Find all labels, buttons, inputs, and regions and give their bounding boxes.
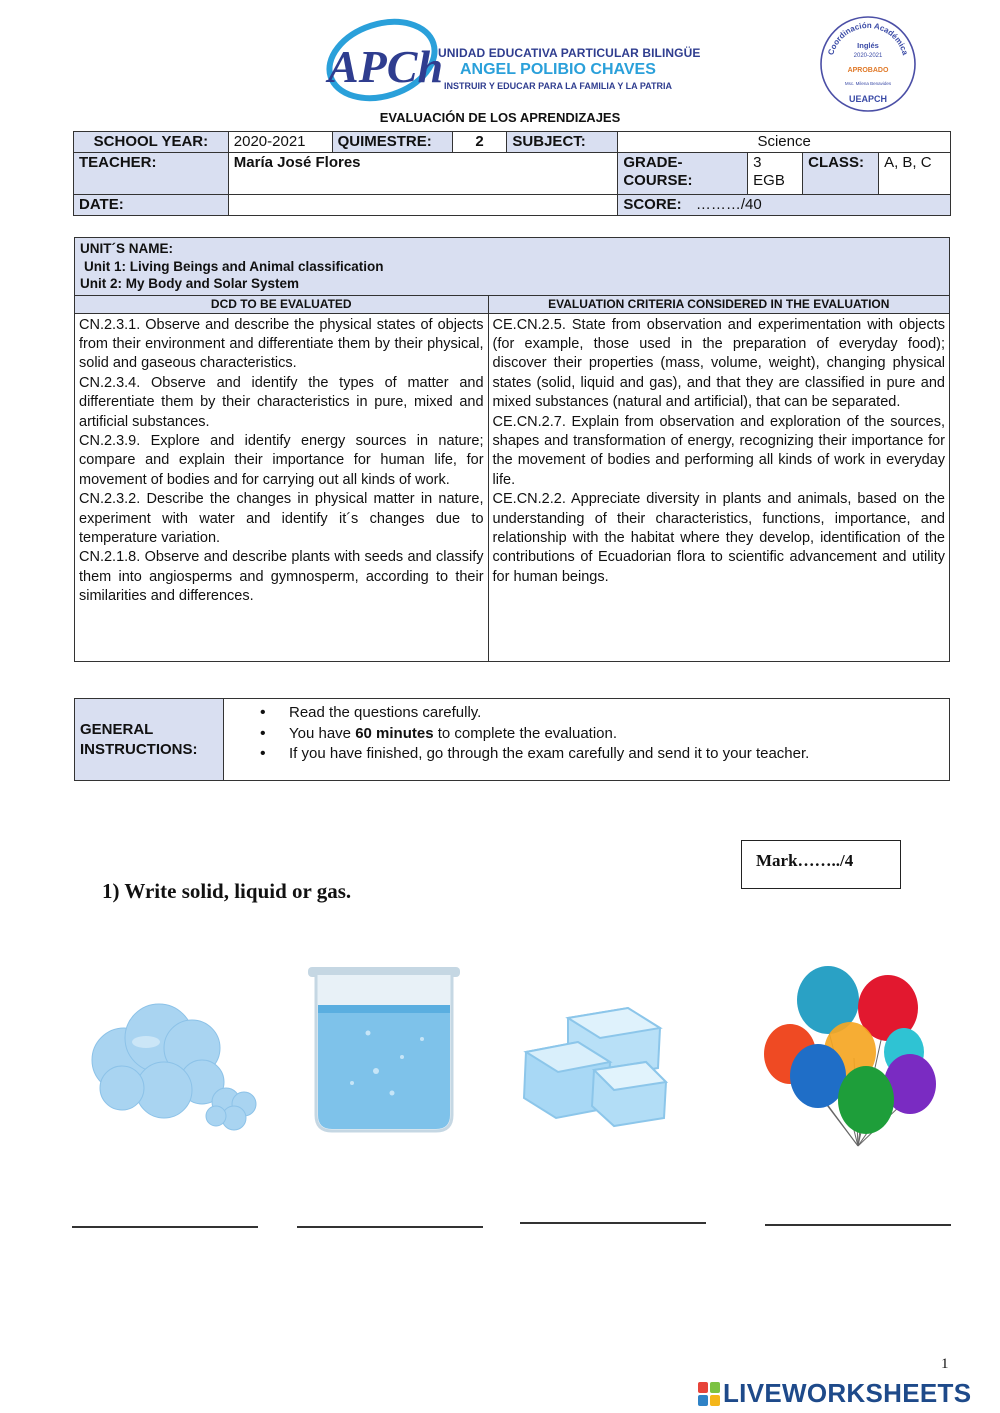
stamp-year: 2020-2021 [853, 53, 883, 59]
subject-value: Science [618, 132, 951, 153]
liveworksheets-logo [698, 1378, 971, 1409]
stamp-top: Coordinación Académica [826, 20, 910, 57]
icon-square [710, 1395, 720, 1406]
grade-label: GRADE-COURSE: [618, 153, 748, 195]
instructions-label-line1: GENERAL [80, 721, 154, 738]
unit-names [75, 238, 950, 296]
school-name-line2: ANGEL POLIBIO CHAVES [460, 61, 656, 78]
dcd-item: CN.2.3.1. Observe and describe the physical states of objects from their environment and differentiate them by their physical, solid and gaseous characteristics. [79, 316, 484, 372]
liveworksheets-icon [698, 1382, 720, 1406]
icon-square [710, 1382, 720, 1393]
class-label: CLASS: [803, 153, 879, 195]
stamp-subject: Inglés [857, 41, 879, 50]
teacher-label: TEACHER: [74, 153, 229, 195]
icon-square [698, 1395, 708, 1406]
dcd-list [75, 313, 489, 661]
unit-label: UNIT´S NAME: [80, 241, 173, 256]
class-value: A, B, C [879, 153, 951, 195]
dcd-item: CN.2.1.8. Observe and describe plants with seeds and classify them into angiosperms and gymnosperm, according to their similarities and differences. [79, 549, 484, 605]
balloons-icon [762, 964, 942, 1156]
teacher-value: María José Flores [228, 153, 618, 195]
score-cell [618, 195, 951, 216]
grade-value: 3 EGB [748, 153, 803, 195]
dcd-item: CN.2.3.4. Observe and identify the types of matter and differentiate them by their characteristics in pure, mixed and artificial substances. [79, 374, 484, 430]
instruction-time: 60 minutes [355, 724, 434, 742]
quimestre-value: 2 [452, 132, 507, 153]
school-logo [322, 10, 702, 108]
answer-line-3[interactable] [520, 1222, 706, 1224]
criteria-list [488, 313, 949, 661]
date-field[interactable] [228, 195, 618, 216]
general-instructions [74, 698, 950, 781]
unit-2: Unit 2: My Body and Solar System [80, 276, 300, 291]
page-number: 1 [941, 1356, 949, 1372]
units-table [74, 237, 950, 662]
apch-logo-icon [322, 10, 442, 108]
criteria-item: CE.CN.2.5. State from observation and experimentation with objects (for example, those used in the preparation of everyday food); discover their properties (mass, volume, weight), changing physical states (solid, liquid and gas), and that they are classified in pure and mixed substances (natural and artificial), that can be separated. [492, 316, 945, 411]
evaluation-title: EVALUACIÓN DE LOS APRENDIZAJES [379, 110, 621, 125]
stamp-status: APROBADO [847, 67, 889, 74]
unit-1: Unit 1: Living Beings and Animal classification [84, 258, 384, 274]
criteria-item: CE.CN.2.7. Explain from observation and exploration of the sources, shapes and transformation of energy, recognizing their importance for the movement of bodies and performing all kinds of work in everyday life. [492, 413, 945, 488]
quimestre-label: QUIMESTRE: [332, 132, 452, 153]
instruction-text: You have [289, 724, 356, 742]
instruction-item: • Read the questions carefully. [260, 703, 809, 724]
liveworksheets-brand: LIVEWORKSHEETS [723, 1378, 972, 1408]
answer-line-2[interactable] [297, 1226, 483, 1228]
school-motto: INSTRUIR Y EDUCAR PARA LA FAMILIA Y LA PATRIA [444, 81, 673, 91]
icon-square [698, 1382, 708, 1393]
answer-line-4[interactable] [765, 1224, 951, 1226]
school-name-line1: UNIDAD EDUCATIVA PARTICULAR BILINGÜE [438, 46, 701, 60]
answer-line-1[interactable] [72, 1226, 258, 1228]
info-table [73, 131, 951, 216]
question-1-title: 1) Write solid, liquid or gas. [102, 879, 352, 903]
instructions-list [224, 699, 809, 780]
school-year-label: SCHOOL YEAR: [74, 132, 229, 153]
steam-cloud-icon [84, 990, 264, 1140]
instruction-text: to complete the evaluation. [433, 724, 618, 742]
dcd-item: CN.2.3.9. Explore and identify energy sources in nature; compare and explain their importance for human life, for movement of bodies and for carrying out all kinds of work. [79, 432, 484, 488]
criteria-header: EVALUATION CRITERIA CONSIDERED IN THE EVALUATION [488, 295, 949, 313]
instructions-label [75, 699, 224, 780]
dcd-header: DCD TO BE EVALUATED [75, 295, 489, 313]
instruction-item: • If you have finished, go through the exam carefully and send it to your teacher. [260, 744, 809, 765]
score-value: ………/40 [695, 196, 762, 213]
school-year-value: 2020-2021 [228, 132, 332, 153]
dcd-item: CN.2.3.2. Describe the changes in physical matter in nature, experiment with water and identify it´s changes due to temperature variation. [79, 491, 484, 546]
subject-label: SUBJECT: [507, 132, 618, 153]
stamp-bottom: UEAPCH [848, 94, 888, 104]
water-beaker-icon [304, 965, 464, 1137]
instructions-label-line2: INSTRUCTIONS: [80, 741, 198, 758]
date-label: DATE: [74, 195, 229, 216]
criteria-item: CE.CN.2.2. Appreciate diversity in plants and animals, based on the understanding of their characteristics, functions, importance, and relationship with the habitat where they develop, identification of the contributions of Ecuadorian flora to scientific advancement and utility for human beings. [492, 491, 945, 585]
stamp-signer: Msc. Milena Benavides [844, 81, 892, 86]
score-label: SCORE: [623, 196, 682, 213]
logo-mark: APCh [328, 41, 442, 92]
approval-stamp [818, 14, 918, 114]
instruction-item [260, 724, 809, 745]
mark-box: Mark……../4 [741, 840, 901, 889]
ice-cubes-icon [518, 1004, 668, 1132]
